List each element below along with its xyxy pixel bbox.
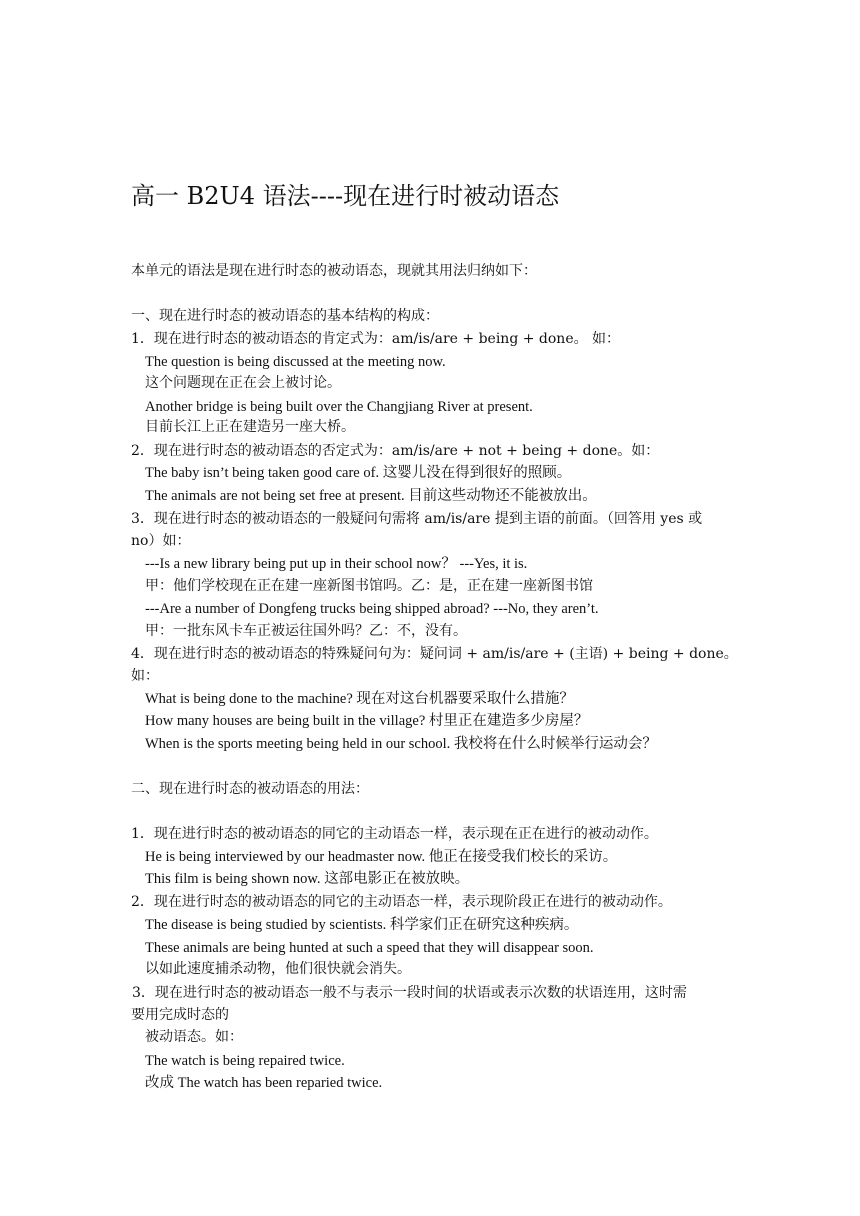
example-sentence: How many houses are being built in the village? 村里正在建造多少房屋？ xyxy=(145,713,589,729)
example-translation: 甲：一批东风卡车正被运往国外吗？乙：不，没有。 xyxy=(145,623,467,639)
example-sentence: What is being done to the machine? 现在对这台机器要采取什么措施？ xyxy=(145,691,574,707)
example-sentence: ---Is a new library being put up in their school now？ ---Yes, it is. xyxy=(145,556,528,572)
usage-rule-3-cont: 被动语态。如： xyxy=(145,1029,243,1045)
example-sentence: ---Are a number of Dongfeng trucks being shipped abroad? ---No, they aren’t. xyxy=(145,601,599,617)
example-sentence: These animals are being hunted at such a speed that they will disappear soon. xyxy=(145,940,594,956)
rule-general-question-cont: no）如： xyxy=(131,533,191,549)
example-sentence: The disease is being studied by scientists. 科学家们正在研究这种疾病。 xyxy=(145,917,579,933)
intro-paragraph: 本单元的语法是现在进行时态的被动语态，现就其用法归纳如下： xyxy=(131,263,537,279)
usage-rule-3: 3．现在进行时态的被动语态一般不与表示一段时间的状语或表示次数的状语连用，这时需 xyxy=(132,985,687,1001)
example-sentence: This film is being shown now. 这部电影正在被放映。 xyxy=(145,871,470,887)
usage-rule-1: 1．现在进行时态的被动语态的同它的主动语态一样，表示现在正在进行的被动动作。 xyxy=(131,826,658,842)
page-title: 高一 B2U4 语法----现在进行时被动语态 xyxy=(131,182,560,210)
example-translation: 甲：他们学校现在正在建一座新图书馆吗。乙：是，正在建一座新图书馆 xyxy=(145,578,593,594)
example-translation: 这个问题现在正在会上被讨论。 xyxy=(145,375,341,391)
example-sentence: The watch is being repaired twice. xyxy=(145,1053,345,1069)
example-sentence: When is the sports meeting being held in our school. 我校将在什么时候举行运动会？ xyxy=(145,736,657,752)
usage-rule-3-cont: 要用完成时态的 xyxy=(131,1007,229,1023)
example-translation: 以如此速度捕杀动物，他们很快就会消失。 xyxy=(145,961,411,977)
rule-negative: 2．现在进行时态的被动语态的否定式为：am/is/are + not + being + done。如： xyxy=(131,443,660,459)
rule-general-question: 3．现在进行时态的被动语态的一般疑问句需将 am/is/are 提到主语的前面。（回答用 yes 或 xyxy=(131,511,703,527)
example-sentence: The question is being discussed at the meeting now. xyxy=(145,354,446,370)
usage-rule-2: 2．现在进行时态的被动语态的同它的主动语态一样，表示现阶段正在进行的被动动作。 xyxy=(131,894,672,910)
rule-special-question-cont: 如： xyxy=(131,668,159,684)
section-heading-usage: 二、现在进行时态的被动语态的用法： xyxy=(131,781,369,797)
section-heading-structure: 一、现在进行时态的被动语态的基本结构的构成： xyxy=(131,308,439,324)
example-sentence: He is being interviewed by our headmaster now. 他正在接受我们校长的采访。 xyxy=(145,849,618,865)
example-correction: 改成 The watch has been reparied twice. xyxy=(145,1075,383,1091)
example-translation: 目前长江上正在建造另一座大桥。 xyxy=(145,419,355,435)
example-sentence: Another bridge is being built over the Changjiang River at present. xyxy=(145,399,533,415)
rule-special-question: 4．现在进行时态的被动语态的特殊疑问句为：疑问词 + am/is/are + (主语) + being + done。 xyxy=(131,646,738,662)
example-sentence: The baby isn’t being taken good care of. 这婴儿没在得到很好的照顾。 xyxy=(145,465,572,481)
example-sentence: The animals are not being set free at present. 目前这些动物还不能被放出。 xyxy=(145,488,597,504)
rule-affirmative: 1．现在进行时态的被动语态的肯定式为：am/is/are + being + done。 如： xyxy=(131,331,621,347)
